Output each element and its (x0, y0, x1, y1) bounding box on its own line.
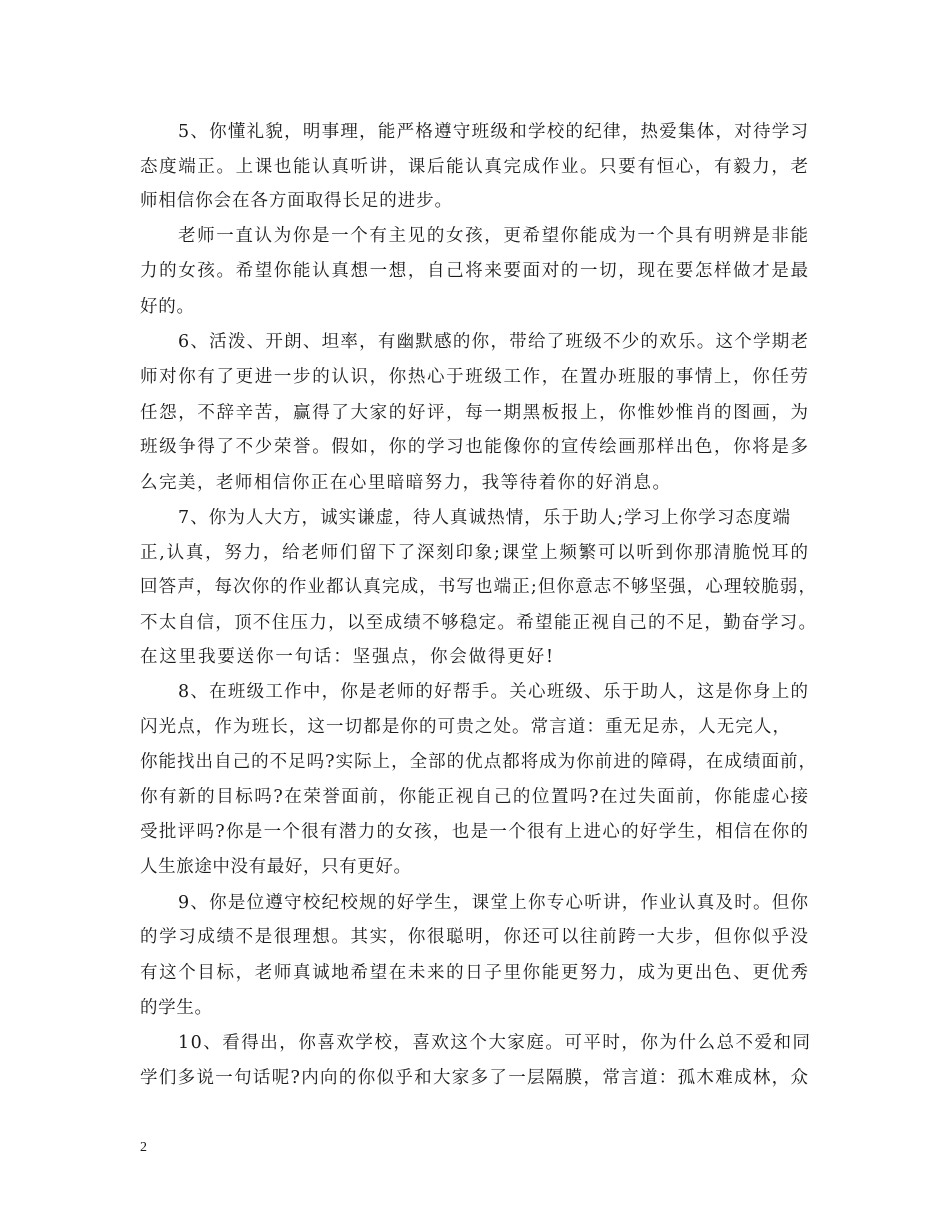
text-line-content: 6、活泼、开朗、坦率，有幽默感的你，带给了班级不少的欢乐。这个学期老 (178, 332, 810, 352)
text-line-content: 好的。 (140, 297, 195, 317)
text-line-content: 态度端正。上课也能认真听讲，课后能认真完成作业。只要有恒心，有毅力，老 (140, 157, 810, 177)
text-line (0, 958, 950, 988)
text-line (0, 503, 950, 533)
text-line (0, 782, 950, 812)
text-line (0, 327, 950, 357)
text-line-content: 师对你有了更进一步的认识，你热心于班级工作，在置办班服的事情上，你任劳 (140, 367, 810, 387)
text-line (0, 747, 950, 777)
text-line-content: 老师一直认为你是一个有主见的女孩，更希望你能成为一个具有明辨是非能 (178, 226, 810, 246)
text-line (0, 292, 950, 322)
text-line-content: 师相信你会在各方面取得长足的进步。 (140, 191, 453, 211)
text-line (0, 817, 950, 847)
text-line-content: 的学习成绩不是很理想。其实，你很聪明，你还可以往前跨一大步，但你似乎没 (140, 927, 810, 947)
page-number: 2 (140, 1140, 147, 1155)
text-line-content: 闪光点，作为班长，这一切都是你的可贵之处。常言道：重无足赤，人无完人， (140, 717, 792, 737)
text-line-content: 你能找出自己的不足吗?实际上，全部的优点都将成为你前进的障碍，在成绩面前， (140, 752, 818, 772)
text-line (0, 468, 950, 498)
text-line-content: 学们多说一句话呢?内向的你似乎和大家多了一层隔膜，常言道：孤木难成林，众 (140, 1068, 810, 1088)
text-line-content: 力的女孩。希望你能认真想一想，自己将来要面对的一切，现在要怎样做才是最 (140, 261, 810, 281)
text-line (0, 221, 950, 251)
text-line (0, 1028, 950, 1058)
text-line-content: 5、你懂礼貌，明事理，能严格遵守班级和学校的纪律，热爱集体，对待学习 (178, 122, 810, 142)
text-line-content: 回答声，每次你的作业都认真完成，书写也端正;但你意志不够坚强，心理较脆弱， (140, 577, 818, 597)
text-line-content: 受批评吗?你是一个很有潜力的女孩，也是一个很有上进心的好学生，相信在你的 (140, 822, 810, 842)
text-line-content: 在这里我要送你一句话：坚强点，你会做得更好! (140, 647, 555, 667)
text-line (0, 677, 950, 707)
text-line (0, 608, 950, 638)
text-line (0, 538, 950, 568)
text-line (0, 186, 950, 216)
text-line (0, 256, 950, 286)
text-line-content: 任怨，不辞辛苦，赢得了大家的好评，每一期黑板报上，你惟妙惟肖的图画，为 (140, 403, 810, 423)
text-line (0, 852, 950, 882)
text-line (0, 922, 950, 952)
text-line (0, 1063, 950, 1093)
text-line-content: 7、你为人大方，诚实谦虚，待人真诚热情，乐于助人;学习上你学习态度端 (178, 508, 792, 528)
text-line-content: 8、在班级工作中，你是老师的好帮手。关心班级、乐于助人，这是你身上的 (178, 682, 810, 702)
text-line (0, 888, 950, 918)
text-line (0, 117, 950, 147)
text-line (0, 152, 950, 182)
text-line-content: 班级争得了不少荣誉。假如，你的学习也能像你的宣传绘画那样出色，你将是多 (140, 437, 810, 457)
text-line (0, 398, 950, 428)
text-line (0, 432, 950, 462)
text-line-content: 10、看得出，你喜欢学校，喜欢这个大家庭。可平时，你为什么总不爱和同 (178, 1033, 812, 1053)
text-line (0, 572, 950, 602)
text-line-content: 你有新的目标吗?在荣誉面前，你能正视自己的位置吗?在过失面前，你能虚心接 (140, 787, 810, 807)
text-line (0, 993, 950, 1023)
text-line (0, 712, 950, 742)
text-line-content: 么完美，老师相信你正在心里暗暗努力，我等待着你的好消息。 (140, 473, 672, 493)
text-line-content: 9、你是位遵守校纪校规的好学生，课堂上你专心听讲，作业认真及时。但你 (178, 893, 810, 913)
text-line-content: 有这个目标，老师真诚地希望在未来的日子里你能更努力，成为更出色、更优秀 (140, 963, 810, 983)
text-line-content: 正,认真，努力，给老师们留下了深刻印象;课堂上频繁可以听到你那清脆悦耳的 (140, 543, 810, 563)
text-line (0, 362, 950, 392)
text-line-content: 不太自信，顶不住压力，以至成绩不够稳定。希望能正视自己的不足，勤奋学习。 (140, 613, 818, 633)
text-line-content: 人生旅途中没有最好，只有更好。 (140, 857, 412, 877)
text-line-content: 的学生。 (140, 998, 213, 1018)
text-line (0, 642, 950, 672)
